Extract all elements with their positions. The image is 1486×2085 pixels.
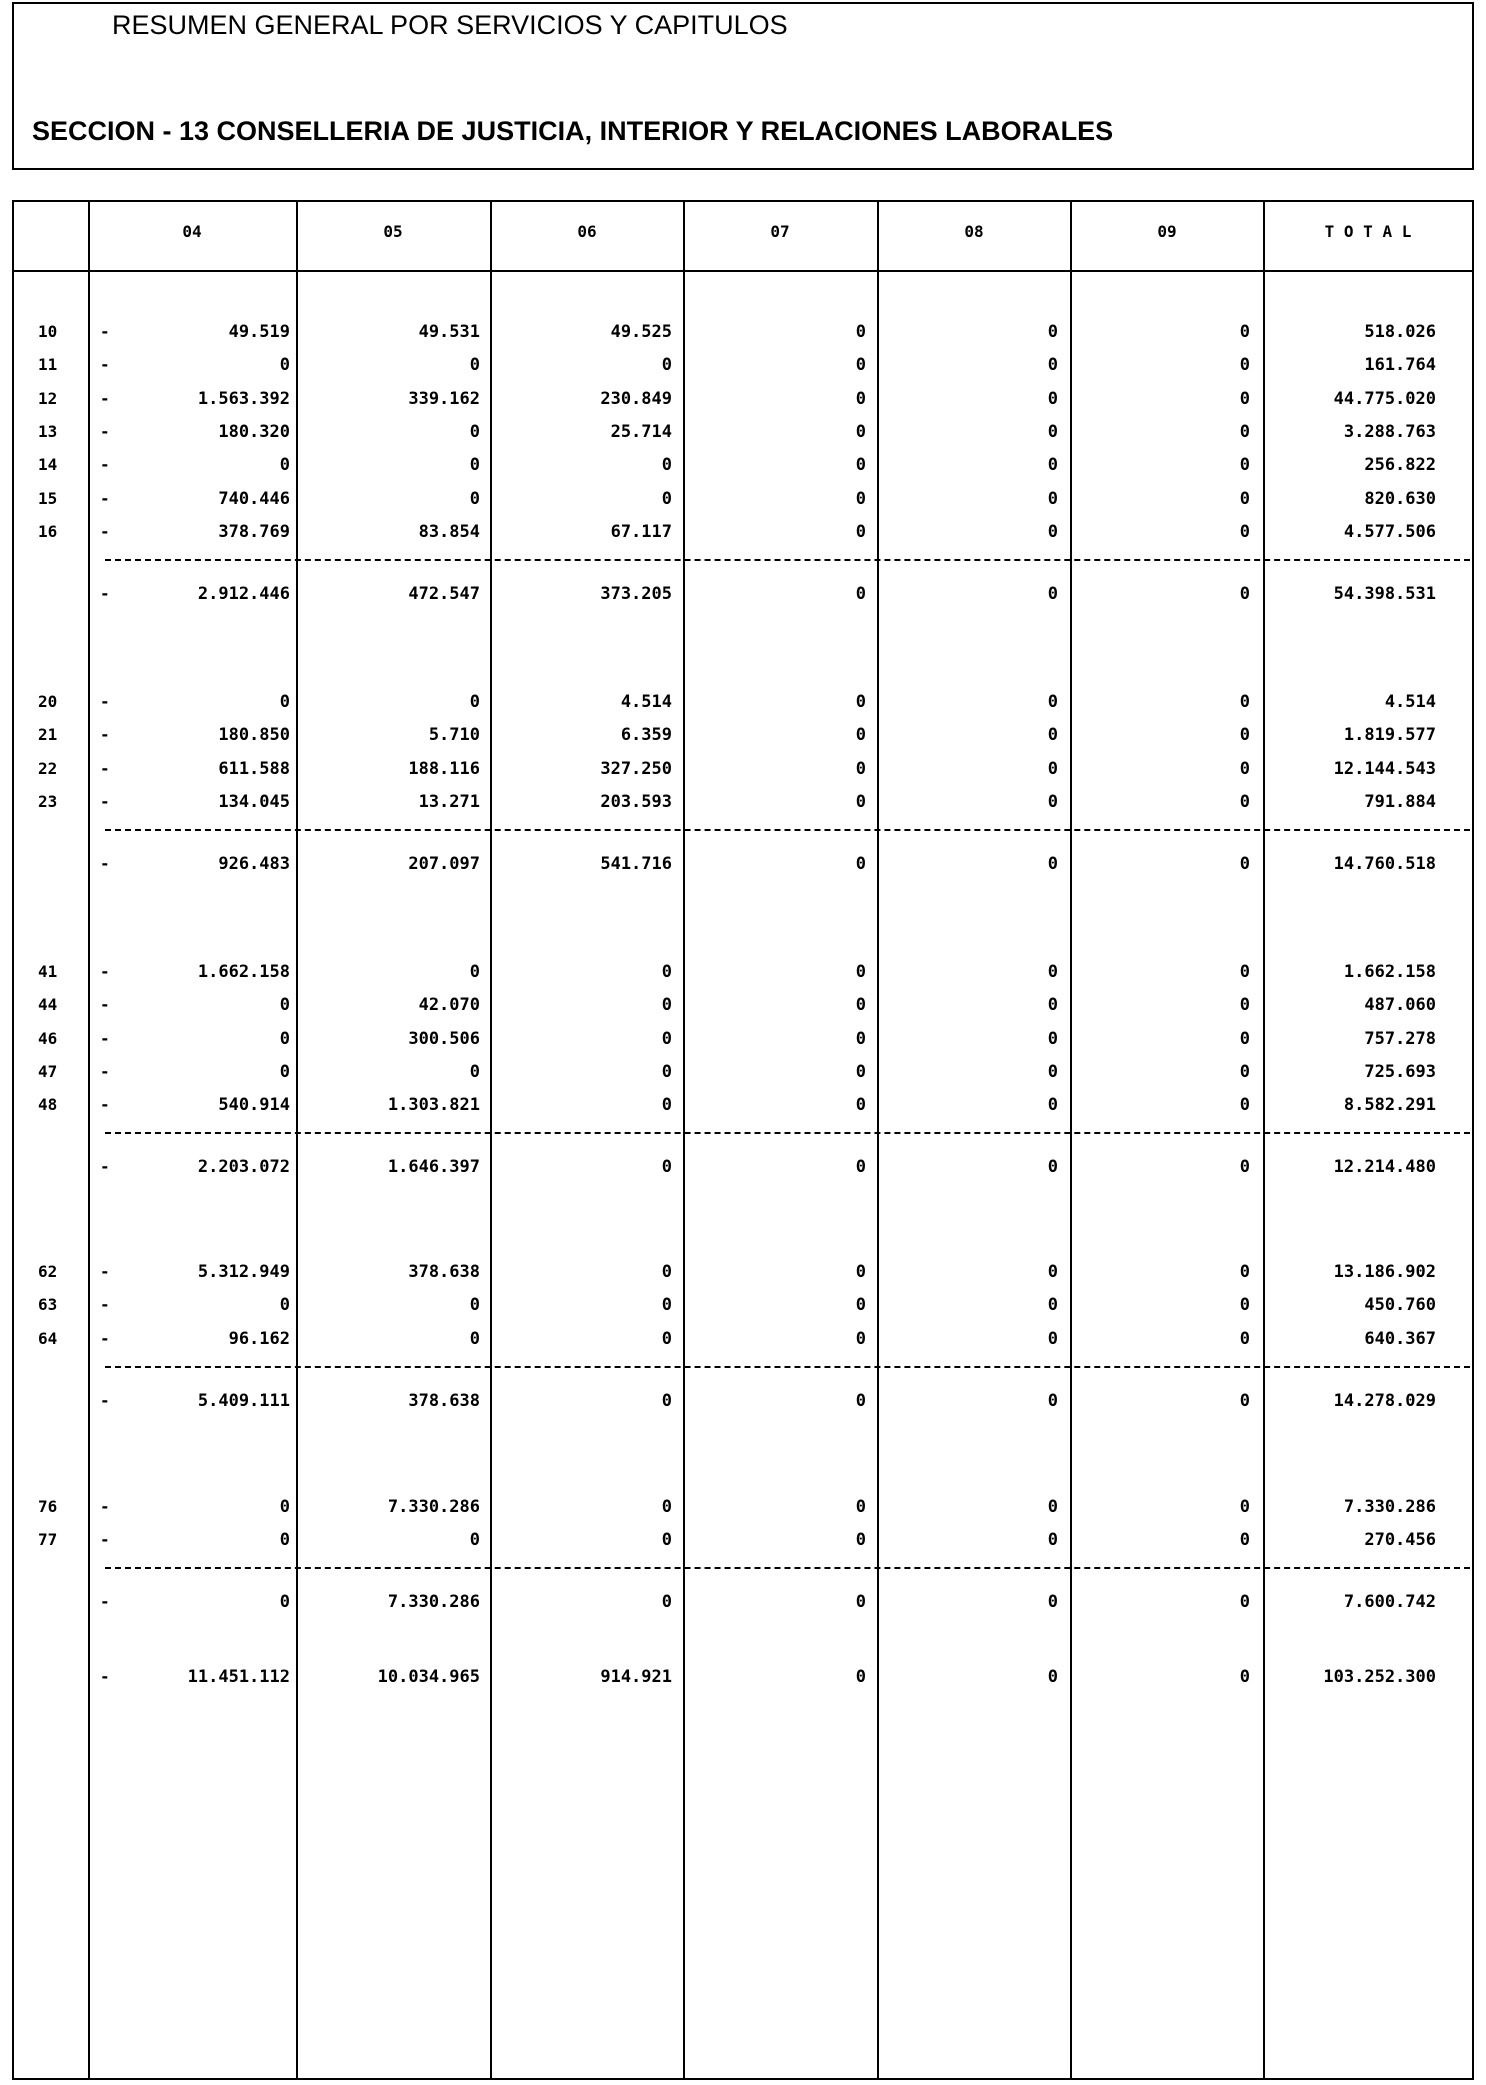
table-cell: 0	[855, 583, 866, 604]
table-cell: 1.819.577	[1343, 725, 1436, 746]
table-cell: 0	[1047, 583, 1058, 604]
table-cell: 0	[1239, 962, 1250, 982]
table-cell: 0	[855, 355, 866, 376]
table-cell: 14.760.518	[1333, 853, 1436, 874]
table-cell: 0	[855, 853, 866, 874]
table-cell: 0	[661, 1530, 672, 1551]
subtotal-separator	[105, 1366, 1470, 1368]
row-marker: -	[100, 455, 110, 475]
row-code: 20	[38, 692, 58, 711]
table-cell: 0	[1239, 995, 1250, 1016]
row-marker: -	[100, 1295, 110, 1315]
table-cell: 0	[1047, 421, 1058, 442]
table-cell: 188.116	[408, 758, 480, 779]
row-code: 46	[38, 1028, 58, 1048]
table-cell: 0	[1239, 1667, 1250, 1687]
table-cell: 0	[855, 322, 866, 342]
row-marker: -	[100, 1667, 110, 1686]
table-cell: 6.359	[620, 725, 672, 746]
table-cell: 0	[279, 455, 290, 476]
table-cell: 0	[469, 1295, 480, 1316]
table-cell: 207.097	[408, 853, 480, 874]
table-cell: 0	[469, 692, 480, 712]
table-cell: 0	[661, 1328, 672, 1349]
subtotal-separator	[105, 559, 1470, 561]
table-cell: 5.312.949	[197, 1262, 290, 1282]
table-cell: 0	[661, 1157, 672, 1178]
table-cell: 0	[855, 521, 866, 542]
table-cell: 1.646.397	[387, 1157, 480, 1178]
table-cell: 0	[1047, 1530, 1058, 1551]
table-cell: 0	[855, 1295, 866, 1316]
table-cell: 0	[1239, 421, 1250, 442]
row-code: 22	[38, 758, 58, 778]
table-cell: 0	[1047, 1061, 1058, 1082]
table-cell: 4.577.506	[1343, 521, 1436, 542]
table-cell: 540.914	[218, 1095, 290, 1116]
row-code: 10	[38, 322, 58, 341]
table-cell: 49.519	[228, 322, 290, 342]
row-marker: -	[100, 521, 110, 541]
table-cell: 0	[279, 1497, 290, 1517]
table-cell: 67.117	[610, 521, 672, 542]
table-cell: 12.144.543	[1333, 758, 1436, 779]
table-cell: 14.278.029	[1333, 1390, 1436, 1411]
table-cell: 0	[1239, 758, 1250, 779]
row-code: 41	[38, 962, 58, 981]
row-marker: -	[100, 388, 110, 408]
row-marker: -	[100, 1328, 110, 1348]
table-cell: 13.186.902	[1333, 1262, 1436, 1282]
table-cell: 0	[1239, 1497, 1250, 1517]
column-header: 07	[770, 222, 790, 241]
table-cell: 926.483	[218, 853, 290, 874]
table-cell: 0	[661, 1295, 672, 1316]
table-cell: 49.531	[418, 322, 480, 342]
table-cell: 4.514	[1384, 692, 1436, 712]
row-code: 48	[38, 1095, 58, 1115]
table-cell: 0	[661, 1028, 672, 1049]
row-code: 12	[38, 388, 58, 408]
table-cell: 0	[279, 995, 290, 1016]
table-cell: 0	[1239, 1390, 1250, 1411]
row-marker: -	[100, 1157, 110, 1177]
table-cell: 44.775.020	[1333, 388, 1436, 409]
table-cell: 0	[855, 1157, 866, 1178]
table-cell: 0	[469, 488, 480, 509]
column-header: T O T A L	[1324, 222, 1412, 241]
row-marker: -	[100, 1262, 110, 1281]
table-cell: 378.638	[408, 1390, 480, 1411]
row-marker: -	[100, 421, 110, 441]
table-cell: 12.214.480	[1333, 1157, 1436, 1178]
table-cell: 640.367	[1364, 1328, 1436, 1349]
column-header: 04	[182, 222, 202, 241]
row-marker: -	[100, 1061, 110, 1081]
row-marker: -	[100, 488, 110, 508]
table-cell: 725.693	[1364, 1061, 1436, 1082]
table-cell: 103.252.300	[1323, 1667, 1436, 1687]
row-code: 76	[38, 1497, 58, 1516]
table-cell: 0	[855, 1497, 866, 1517]
table-cell: 0	[1047, 1667, 1058, 1687]
row-code: 63	[38, 1295, 58, 1315]
table-cell: 740.446	[218, 488, 290, 509]
table-cell: 0	[279, 1061, 290, 1082]
table-cell: 0	[855, 995, 866, 1016]
budget-table	[12, 200, 1474, 2080]
table-cell: 0	[1239, 1028, 1250, 1049]
table-cell: 0	[855, 1530, 866, 1551]
table-cell: 83.854	[418, 521, 480, 542]
table-cell: 7.600.742	[1343, 1592, 1436, 1613]
table-cell: 5.409.111	[197, 1390, 290, 1411]
table-cell: 0	[1047, 1157, 1058, 1178]
table-cell: 0	[1047, 995, 1058, 1016]
table-cell: 0	[855, 962, 866, 982]
row-code: 14	[38, 455, 58, 475]
table-cell: 0	[855, 1328, 866, 1349]
table-cell: 0	[1239, 1295, 1250, 1316]
table-cell: 0	[279, 1295, 290, 1316]
table-cell: 0	[279, 355, 290, 376]
table-cell: 0	[1047, 322, 1058, 342]
column-header: 09	[1157, 222, 1177, 241]
table-cell: 0	[855, 791, 866, 812]
table-cell: 270.456	[1364, 1530, 1436, 1551]
row-marker: -	[100, 725, 110, 745]
table-cell: 0	[1239, 1157, 1250, 1178]
table-cell: 7.330.286	[387, 1497, 480, 1517]
row-marker: -	[100, 791, 110, 811]
table-cell: 0	[279, 1530, 290, 1551]
subtotal-separator	[105, 1567, 1470, 1569]
row-code: 62	[38, 1262, 58, 1281]
table-cell: 0	[1047, 791, 1058, 812]
row-marker: -	[100, 322, 110, 341]
row-marker: -	[100, 1592, 110, 1612]
table-cell: 1.563.392	[197, 388, 290, 409]
table-cell: 0	[1239, 488, 1250, 509]
column-header: 08	[964, 222, 984, 241]
table-cell: 0	[469, 421, 480, 442]
column-divider	[683, 200, 685, 2080]
table-cell: 0	[469, 455, 480, 476]
table-cell: 0	[1239, 1095, 1250, 1116]
column-divider	[1070, 200, 1072, 2080]
table-cell: 0	[279, 1592, 290, 1613]
table-cell: 0	[1047, 1592, 1058, 1613]
table-cell: 820.630	[1364, 488, 1436, 509]
row-code: 23	[38, 791, 58, 811]
table-cell: 0	[855, 1592, 866, 1613]
table-cell: 0	[469, 962, 480, 982]
table-cell: 0	[1047, 1095, 1058, 1116]
table-cell: 0	[1047, 521, 1058, 542]
table-cell: 8.582.291	[1343, 1095, 1436, 1116]
table-cell: 0	[855, 1390, 866, 1411]
table-cell: 0	[661, 1497, 672, 1517]
table-cell: 0	[1047, 853, 1058, 874]
table-cell: 0	[1239, 455, 1250, 476]
table-cell: 0	[1047, 388, 1058, 409]
row-code: 47	[38, 1061, 58, 1081]
table-cell: 0	[1239, 791, 1250, 812]
row-code: 21	[38, 725, 58, 745]
column-divider	[490, 200, 492, 2080]
table-cell: 4.514	[620, 692, 672, 712]
table-cell: 0	[1239, 1262, 1250, 1282]
table-cell: 0	[1239, 1061, 1250, 1082]
row-code: 77	[38, 1530, 58, 1550]
table-cell: 0	[1047, 962, 1058, 982]
row-marker: -	[100, 853, 110, 873]
table-cell: 0	[1239, 388, 1250, 409]
table-cell: 1.662.158	[1343, 962, 1436, 982]
table-cell: 0	[661, 1390, 672, 1411]
row-marker: -	[100, 758, 110, 778]
table-cell: 0	[1239, 1530, 1250, 1551]
table-cell: 96.162	[228, 1328, 290, 1349]
table-cell: 0	[661, 1095, 672, 1116]
table-cell: 0	[1047, 1028, 1058, 1049]
table-cell: 378.769	[218, 521, 290, 542]
table-cell: 25.714	[610, 421, 672, 442]
table-cell: 0	[855, 758, 866, 779]
table-cell: 0	[1047, 1497, 1058, 1517]
table-cell: 791.884	[1364, 791, 1436, 812]
table-cell: 0	[1239, 1592, 1250, 1613]
table-cell: 5.710	[428, 725, 480, 746]
table-cell: 0	[855, 1667, 866, 1687]
column-divider	[88, 200, 90, 2080]
table-cell: 0	[1047, 488, 1058, 509]
table-cell: 180.850	[218, 725, 290, 746]
table-cell: 0	[855, 1028, 866, 1049]
row-marker: -	[100, 1497, 110, 1516]
table-cell: 2.203.072	[197, 1157, 290, 1178]
section-title: SECCION - 13 CONSELLERIA DE JUSTICIA, INTERIOR Y RELACIONES LABORALES	[32, 116, 1114, 146]
table-cell: 0	[469, 355, 480, 376]
table-cell: 0	[1239, 725, 1250, 746]
table-cell: 611.588	[218, 758, 290, 779]
table-cell: 0	[855, 421, 866, 442]
row-marker: -	[100, 1530, 110, 1550]
table-cell: 0	[1047, 1328, 1058, 1349]
table-cell: 0	[661, 488, 672, 509]
table-cell: 0	[1239, 692, 1250, 712]
row-code: 11	[38, 355, 58, 375]
table-cell: 10.034.965	[377, 1667, 480, 1687]
column-header: 05	[383, 222, 403, 241]
column-divider	[877, 200, 879, 2080]
table-cell: 0	[1047, 758, 1058, 779]
table-cell: 0	[855, 692, 866, 712]
row-marker: -	[100, 1390, 110, 1410]
row-marker: -	[100, 1095, 110, 1115]
table-cell: 914.921	[600, 1667, 672, 1687]
table-cell: 7.330.286	[1343, 1497, 1436, 1517]
row-code: 15	[38, 488, 58, 508]
table-cell: 0	[1047, 355, 1058, 376]
table-cell: 0	[855, 1095, 866, 1116]
table-cell: 0	[469, 1530, 480, 1551]
row-marker: -	[100, 583, 110, 603]
table-header-rule	[12, 270, 1474, 272]
report-header	[12, 2, 1474, 170]
report-title: RESUMEN GENERAL POR SERVICIOS Y CAPITULOS	[112, 10, 788, 40]
table-cell: 0	[279, 692, 290, 712]
table-cell: 0	[1047, 455, 1058, 476]
column-divider	[1263, 200, 1265, 2080]
table-cell: 300.506	[408, 1028, 480, 1049]
table-cell: 11.451.112	[187, 1667, 290, 1687]
table-cell: 0	[661, 1262, 672, 1282]
row-marker: -	[100, 1028, 110, 1048]
table-cell: 180.320	[218, 421, 290, 442]
row-marker: -	[100, 962, 110, 981]
table-cell: 339.162	[408, 388, 480, 409]
row-marker: -	[100, 355, 110, 375]
table-cell: 0	[661, 1592, 672, 1613]
table-cell: 161.764	[1364, 355, 1436, 376]
row-code: 16	[38, 521, 58, 541]
table-cell: 49.525	[610, 322, 672, 342]
table-cell: 0	[855, 1262, 866, 1282]
table-cell: 472.547	[408, 583, 480, 604]
table-cell: 757.278	[1364, 1028, 1436, 1049]
table-cell: 13.271	[418, 791, 480, 812]
table-cell: 203.593	[600, 791, 672, 812]
table-cell: 327.250	[600, 758, 672, 779]
table-cell: 0	[855, 725, 866, 746]
table-cell: 0	[661, 455, 672, 476]
table-cell: 541.716	[600, 853, 672, 874]
column-header: 06	[577, 222, 597, 241]
table-cell: 2.912.446	[197, 583, 290, 604]
table-cell: 0	[1047, 1295, 1058, 1316]
table-cell: 0	[855, 488, 866, 509]
table-cell: 450.760	[1364, 1295, 1436, 1316]
table-cell: 0	[1047, 692, 1058, 712]
row-code: 44	[38, 995, 58, 1015]
table-cell: 1.303.821	[387, 1095, 480, 1116]
table-cell: 1.662.158	[197, 962, 290, 982]
row-code: 64	[38, 1328, 58, 1348]
table-cell: 0	[469, 1061, 480, 1082]
table-cell: 3.288.763	[1343, 421, 1436, 442]
table-cell: 378.638	[408, 1262, 480, 1282]
table-cell: 0	[1047, 725, 1058, 746]
table-cell: 0	[1239, 853, 1250, 874]
table-cell: 0	[661, 962, 672, 982]
table-cell: 0	[661, 1061, 672, 1082]
table-cell: 0	[855, 1061, 866, 1082]
table-cell: 0	[1239, 521, 1250, 542]
table-cell: 0	[661, 995, 672, 1016]
table-cell: 487.060	[1364, 995, 1436, 1016]
table-cell: 0	[1239, 322, 1250, 342]
table-cell: 42.070	[418, 995, 480, 1016]
table-cell: 0	[279, 1028, 290, 1049]
table-cell: 0	[1239, 355, 1250, 376]
row-code: 13	[38, 421, 58, 441]
table-cell: 256.822	[1364, 455, 1436, 476]
table-cell: 0	[661, 355, 672, 376]
table-cell: 373.205	[600, 583, 672, 604]
table-cell: 0	[855, 388, 866, 409]
table-cell: 518.026	[1364, 322, 1436, 342]
table-cell: 0	[1047, 1390, 1058, 1411]
table-cell: 0	[1239, 1328, 1250, 1349]
table-cell: 0	[1239, 583, 1250, 604]
subtotal-separator	[105, 829, 1470, 831]
row-marker: -	[100, 995, 110, 1015]
table-cell: 134.045	[218, 791, 290, 812]
column-divider	[296, 200, 298, 2080]
table-cell: 0	[469, 1328, 480, 1349]
table-cell: 7.330.286	[387, 1592, 480, 1613]
table-cell: 0	[1047, 1262, 1058, 1282]
table-cell: 0	[855, 455, 866, 476]
row-marker: -	[100, 692, 110, 711]
subtotal-separator	[105, 1132, 1470, 1134]
table-cell: 230.849	[600, 388, 672, 409]
table-cell: 54.398.531	[1333, 583, 1436, 604]
